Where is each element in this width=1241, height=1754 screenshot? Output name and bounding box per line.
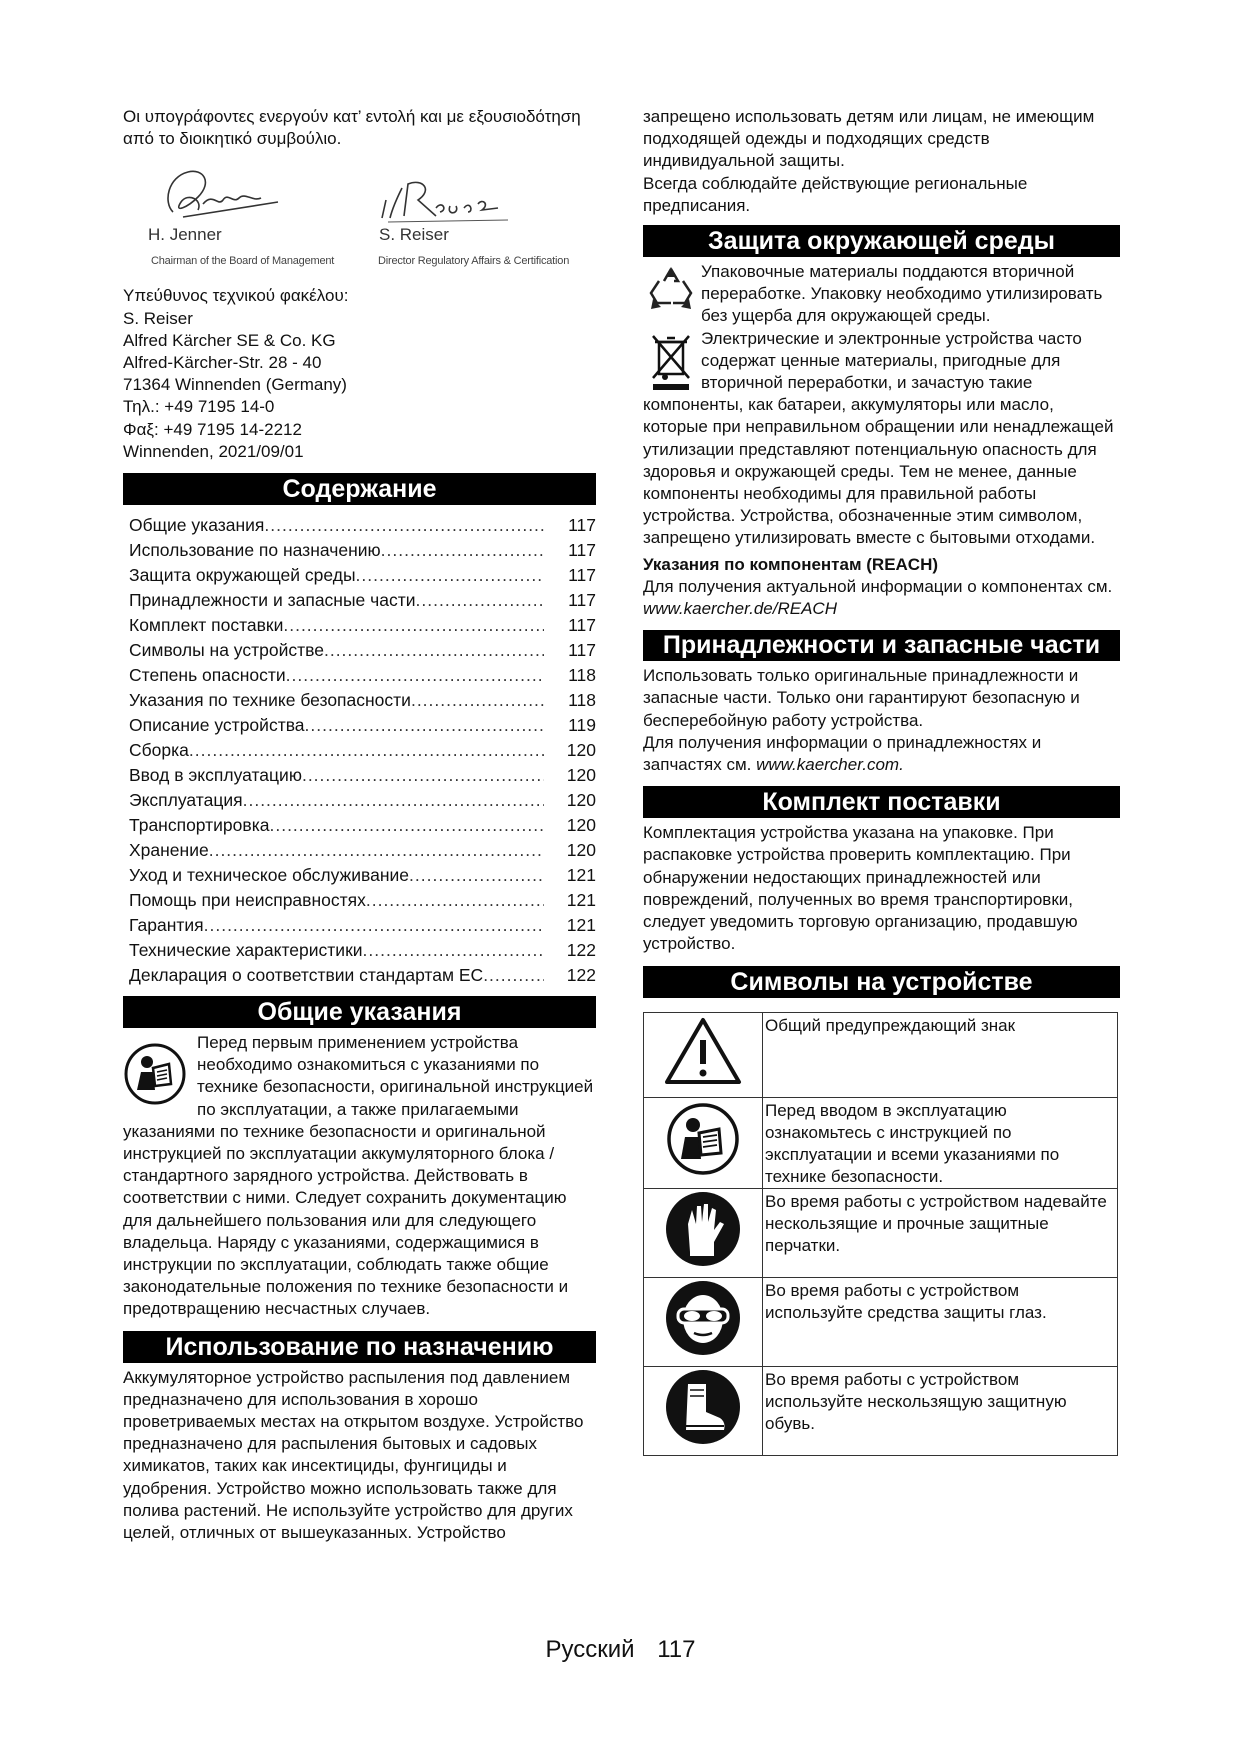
intro-text: Οι υπογράφοντες ενεργούν κατ’ εντολή και με εξουσιοδότηση από το διοικητικό συμβούλιο. [123,107,581,149]
toc-entry[interactable]: Защита окружающей среды ..... 117 [123,561,596,586]
toc-entry[interactable]: Использование по назначению ..... 117 [123,536,596,561]
toc-entry[interactable]: Декларация о соответствии стандартам ЕС ..... 122 [123,961,596,986]
page-footer [0,1636,1241,1664]
continued-text: запрещено использовать детям или лицам, не имеющим подходящей одежды и подходящих средств индивидуальной защиты. [643,107,1095,171]
recycling-text: Упаковочные материалы поддаются вторичной переработке. Упаковку необходимо утилизировать без ущерба для окружающей среды. [701,262,1103,326]
contact-line: Υπεύθυνος τεχνικού φακέλου: [123,286,349,306]
symbol-description: Перед вводом в эксплуатацию ознакомьтесь с инструкцией по эксплуатации и всеми указаниями по технике безопасности. [763,1097,1118,1188]
toc-entry[interactable]: Ввод в эксплуатацию ..... 120 [123,761,596,786]
weee-section [643,328,1120,550]
symbol-description: Общий предупреждающий знак [763,1012,1118,1097]
recycling-section [643,261,1120,328]
scope-text: Комплектация устройства указана на упаковке. При распаковке устройства проверить комплектацию. При обнаружении недостающих принадлежностей или повреждений, полученных во время транспортировки, следует уведомить торговую организацию, продавшую устройство. [643,823,1078,954]
goggles-icon [664,1279,742,1357]
contact-line: 71364 Winnenden (Germany) [123,375,347,395]
contact-line: Alfred-Kärcher-Str. 28 - 40 [123,353,322,373]
toc-entry[interactable]: Хранение ..... 120 [123,836,596,861]
contact-line: S. Reiser [123,308,193,328]
symbol-description: Во время работы с устройством используйте нескользящую защитную обувь. [763,1366,1118,1455]
warning-triangle-icon [664,1016,742,1086]
accessories-text: Использовать только оригинальные принадлежности и запасные части. Только они гарантируют безопасную и бесперебойную работу устройства. [643,666,1080,730]
table-row [644,1366,1118,1455]
toc-entry[interactable]: Уход и техническое обслуживание ..... 121 [123,861,596,886]
footer-language: Русский [545,1636,635,1663]
symbols-heading: Символы на устройстве [643,966,1120,998]
toc-entry[interactable]: Символы на устройстве ..... 117 [123,636,596,661]
symbol-description: Во время работы с устройством используйте средства защиты глаз. [763,1277,1118,1366]
toc-entry[interactable]: Указания по технике безопасности ..... 118 [123,686,596,711]
toc-entry[interactable]: Степень опасности ..... 118 [123,661,596,686]
contact-line: Φαξ: +49 7195 14-2212 [123,419,302,439]
accessories-info: Для получения информации о принадлежностях и запчастях см. [643,732,1042,775]
table-row [644,1097,1118,1188]
recycling-icon [647,263,695,313]
general-heading: Общие указания [123,996,596,1028]
scope-heading: Комплект поставки [643,786,1120,818]
table-row [644,1188,1118,1277]
toc-heading: Содержание [123,473,596,505]
read-manual-icon [123,1034,191,1114]
general-section [123,1032,596,1321]
sig1-title: Chairman of the Board of Management [151,255,335,268]
use-heading: Использование по назначению [123,1331,596,1363]
toc-entry[interactable]: Сборка ..... 120 [123,736,596,761]
table-row [644,1277,1118,1366]
reach-title: Указания по компонентам (REACH) [643,554,939,574]
accessories-paragraph [643,732,1120,776]
symbols-table [643,1012,1118,1456]
toc-entry[interactable]: Общие указания ..... 117 [123,511,596,536]
left-column [123,106,596,1544]
reach-link[interactable]: www.kaercher.de/REACH [643,599,837,619]
toc-entry[interactable]: Гарантия ..... 121 [123,911,596,936]
accessories-heading: Принадлежности и запасные части [643,630,1120,661]
toc-entry[interactable]: Эксплуатация ..... 120 [123,786,596,811]
contact-line: Alfred Kärcher SE & Co. KG [123,330,336,350]
sig1-name: H. Jenner [148,225,222,245]
toc-entry[interactable]: Описание устройства ..... 119 [123,711,596,736]
table-row [644,1012,1118,1097]
toc-entry[interactable]: Транспортировка ..... 120 [123,811,596,836]
toc-entry[interactable]: Технические характеристики ..... 122 [123,936,596,961]
regional-text: Всегда соблюдайте действующие региональные предписания. [643,173,1028,215]
sig2-name: S. Reiser [379,225,449,245]
toc-entry[interactable]: Принадлежности и запасные части ..... 117 [123,586,596,611]
page-number: 117 [657,1636,696,1663]
general-text: Перед первым применением устройства необходимо ознакомиться с указаниями по технике безопасности, оригинальной инструкцией по эксплуатации, а также прилагаемыми указаниями по технике безопасности и оригинальной инструкцией по эксплуатации аккумуляторного блока / стандартного зарядного устройства. Действовать в соответствии с ними. Следует сохранить документацию для дальнейшего пользования или для следующего владельца. Наряду с указаниями, содержащимися в инструкции по эксплуатации, соблюдать также общие законодательные положения по технике безопасности и предотвращению несчастных случаев. [123,1033,594,1319]
contact-line: Τηλ.: +49 7195 14-0 [123,397,275,417]
reach-paragraph [643,576,1120,620]
sig2-title: Director Regulatory Affairs & Certification [378,255,570,268]
toc-entry[interactable]: Комплект поставки ..... 117 [123,611,596,636]
toc-entry[interactable]: Помощь при неисправностях ..... 121 [123,886,596,911]
signature-jenner-icon [143,162,283,232]
signatures [123,162,596,277]
gloves-icon [664,1190,742,1268]
contact-block [123,285,596,463]
table-of-contents [123,511,596,986]
right-column [643,106,1120,1456]
env-heading: Защита окружающей среды [643,225,1120,257]
symbol-description: Во время работы с устройством надевайте нескользящие и прочные защитные перчатки. [763,1188,1118,1277]
read-manual-icon [665,1101,741,1177]
crossed-bin-icon [647,330,695,392]
safety-boot-icon [664,1368,742,1446]
reach-text: Для получения актуальной информации о компонентах см. [643,576,1113,596]
use-text: Аккумуляторное устройство распыления под давлением предназначено для использования в хорошо проветриваемых местах на открытом воздухе. Устройство предназначено для распыления бытовых и садовых химикатов, таких как инсектициды, фунгициды и удобрения. Устройство можно использовать также для полива растений. Не используйте устройство для других целей, отличных от вышеуказанных. Устройство [123,1367,584,1543]
signature-reiser-icon [378,170,518,230]
kaercher-link[interactable]: www.kaercher.com. [756,755,904,775]
contact-line: Winnenden, 2021/09/01 [123,441,304,461]
weee-text: Электрические и электронные устройства часто содержат ценные материалы, пригодные для вторичной переработки, и зачастую такие компоненты, как батареи, аккумуляторы или масло, которые при неправильном обращении или ненадлежащей утилизации представляют потенциальную опасность для здоровья и окружающей среды. Тем не менее, данные компоненты необходимы для правильной работы устройства. Устройства, обозначенные этим символом, запрещено утилизировать вместе с бытовыми отходами. [643,328,1114,548]
